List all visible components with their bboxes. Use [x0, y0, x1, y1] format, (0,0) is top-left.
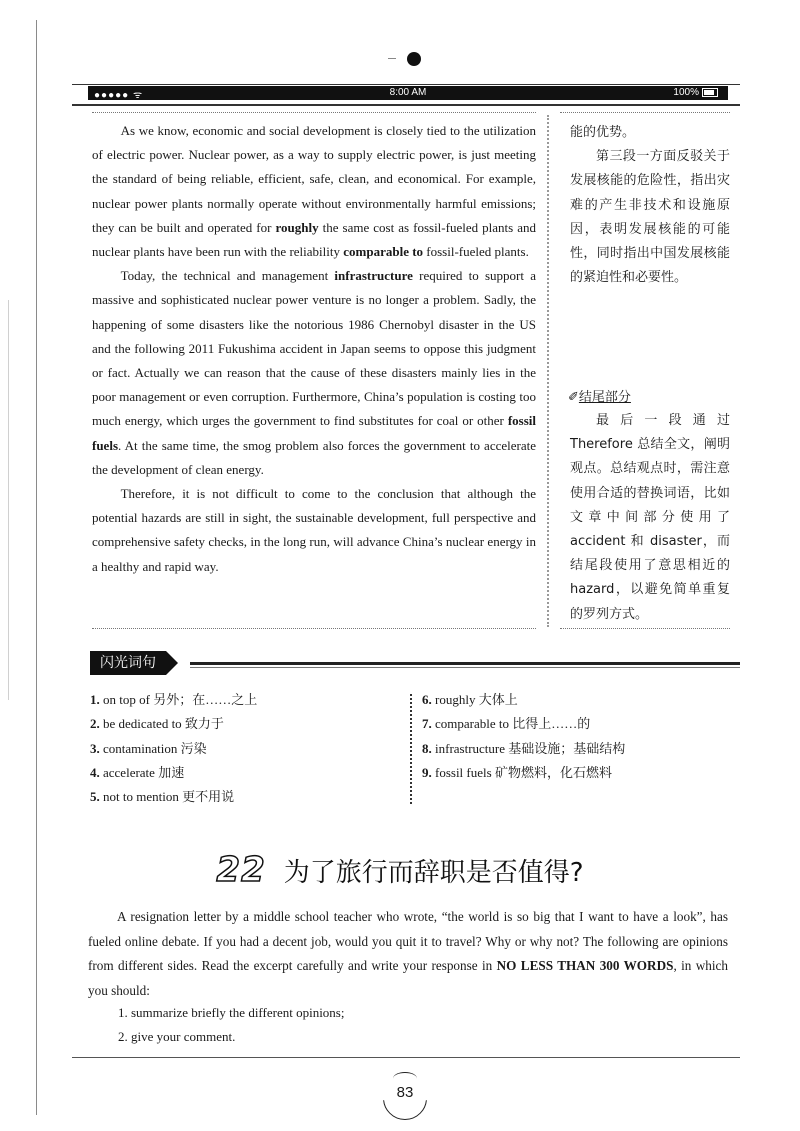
notes-bottom-rule — [560, 628, 730, 629]
battery-indicator — [673, 87, 718, 98]
list-item: 5. not to mention 更不用说 — [90, 789, 235, 805]
battery-percent: 100% — [673, 87, 699, 98]
highlight-fossil-fuels: fossil fuels — [92, 413, 536, 453]
ending-notes — [570, 409, 730, 627]
list-item: 3. contamination 污染 — [90, 740, 207, 756]
ending-heading-text: 结尾部分 — [578, 390, 631, 405]
highlight-roughly: roughly — [275, 219, 319, 235]
ending-heading — [568, 386, 631, 405]
list-item: 6. roughly 大体上 — [422, 692, 518, 707]
device-frame-bottom — [72, 1057, 740, 1058]
note-continuation: 能的优势。 — [570, 125, 636, 140]
margin-rule — [36, 20, 37, 1115]
vocab-header — [90, 651, 740, 675]
essay-paragraph-2: Today, the technical and management infrastructure required to support a massive and sophisticated nuclear power venture is no longer a problem. Sadly, the happening of some disasters like the notorious 1986 Chernobyl disaster in the US and the following 2011 Fukushima accident in Japan seems to oppose this judgment or fact. Actually we can reason that the cause of these disasters mainly lies in the poor management or even corruption. Furthermore, China’s population is costing too much energy, which urges the government to find substitutes for coal or other fossil fuels. At the same time, the smog problem also forces the government to accelerate the development of clean energy. — [92, 268, 536, 477]
vocab-list-right — [422, 688, 732, 785]
essay-paragraph-3: Therefore, it is not difficult to come to the conclusion that although the potential hazards are still in sight, the sustainable development, full perspective and comprehensive safety checks, in the long run, will advance China’s nuclear energy in a healthy and rapid way. — [92, 486, 536, 574]
battery-icon — [702, 88, 718, 97]
list-item: 1. on top of 另外；在……之上 — [90, 692, 258, 707]
essay-text — [92, 119, 536, 579]
vocab-list-left — [90, 688, 390, 809]
highlight-comparable-to: comparable to — [343, 244, 424, 260]
list-item: 1. summarize briefly the different opinions; — [118, 1005, 345, 1020]
writing-prompt: A resignation letter by a middle school teacher who wrote, “the world is so big that I want to have a look”, has fueled online debate. If you had a decent job, would you quit it to travel? Why or why not? The following are opinions from different sides. Read the excerpt carefully and write your response in NO LESS THAN 300 WORDS, in which you should: — [88, 909, 728, 998]
list-item: 2. give your comment. — [118, 1029, 236, 1045]
section-number: 22 — [216, 850, 266, 890]
device-camera — [407, 52, 421, 66]
analysis-notes — [570, 121, 730, 290]
device-frame-top — [72, 84, 740, 85]
signal-indicator: ●●●●● ᯤ — [94, 90, 144, 101]
list-item: 9. fossil fuels 矿物燃料，化石燃料 — [422, 764, 612, 780]
section-heading: 为了旅行而辞职是否值得? — [283, 858, 584, 888]
list-item: 4. accelerate 加速 — [90, 764, 185, 780]
vocab-rule — [190, 662, 740, 665]
notes-top-rule — [560, 112, 730, 113]
device-sensor — [388, 58, 396, 59]
highlight-infrastructure: infrastructure — [334, 268, 413, 284]
list-item: 2. be dedicated to 致力于 — [90, 716, 224, 732]
vocab-rule-thin — [190, 667, 740, 668]
list-item: 7. comparable to 比得上……的 — [422, 716, 591, 732]
note-ending: 最后一段通过 Therefore 总结全文，阐明观点。总结观点时，需注意使用合适的替换词语，比如文章中间部分使用了 accident 和 disaster，而结尾段使用了意思相近的 hazard，以避免简单重复的罗列方式。 — [570, 413, 730, 622]
vocab-column-separator — [410, 694, 412, 804]
status-time: 8:00 AM — [389, 87, 427, 98]
list-item: 8. infrastructure 基础设施；基础结构 — [422, 740, 626, 756]
word-requirement: NO LESS THAN 300 WORDS — [496, 958, 674, 974]
pencil-icon: ✐ — [568, 390, 579, 405]
margin-rule-faint — [8, 300, 9, 700]
essay-bottom-rule — [92, 628, 536, 629]
status-bar — [88, 86, 728, 100]
essay-paragraph-1: As we know, economic and social development is closely tied to the utilization of electric power. Nuclear power, as a way to supply electric power, is just meeting the standard of being reliable, efficient, safe, clean, and economical. For example, nuclear power plants normally operate without environmentally harmful emissions; they can be built and operated for roughly the same cost as fossil-fueled plants and nuclear plants have been run with the reliability comparable to fossil-fueled plants. — [92, 123, 536, 260]
vocab-title: 闪光词句 — [90, 651, 166, 675]
essay-top-rule — [92, 112, 536, 113]
device-frame-bar — [72, 104, 740, 106]
prompt-requirements — [118, 1001, 344, 1050]
column-separator — [547, 115, 549, 627]
page-number: 83 — [383, 1076, 427, 1110]
section-title — [0, 850, 800, 890]
note-paragraph-3: 第三段一方面反驳关于发展核能的危险性，指出灾难的产生非技术和设施原因，表明发展核能的可能性，同时指出中国发展核能的紧迫性和必要性。 — [570, 149, 730, 286]
